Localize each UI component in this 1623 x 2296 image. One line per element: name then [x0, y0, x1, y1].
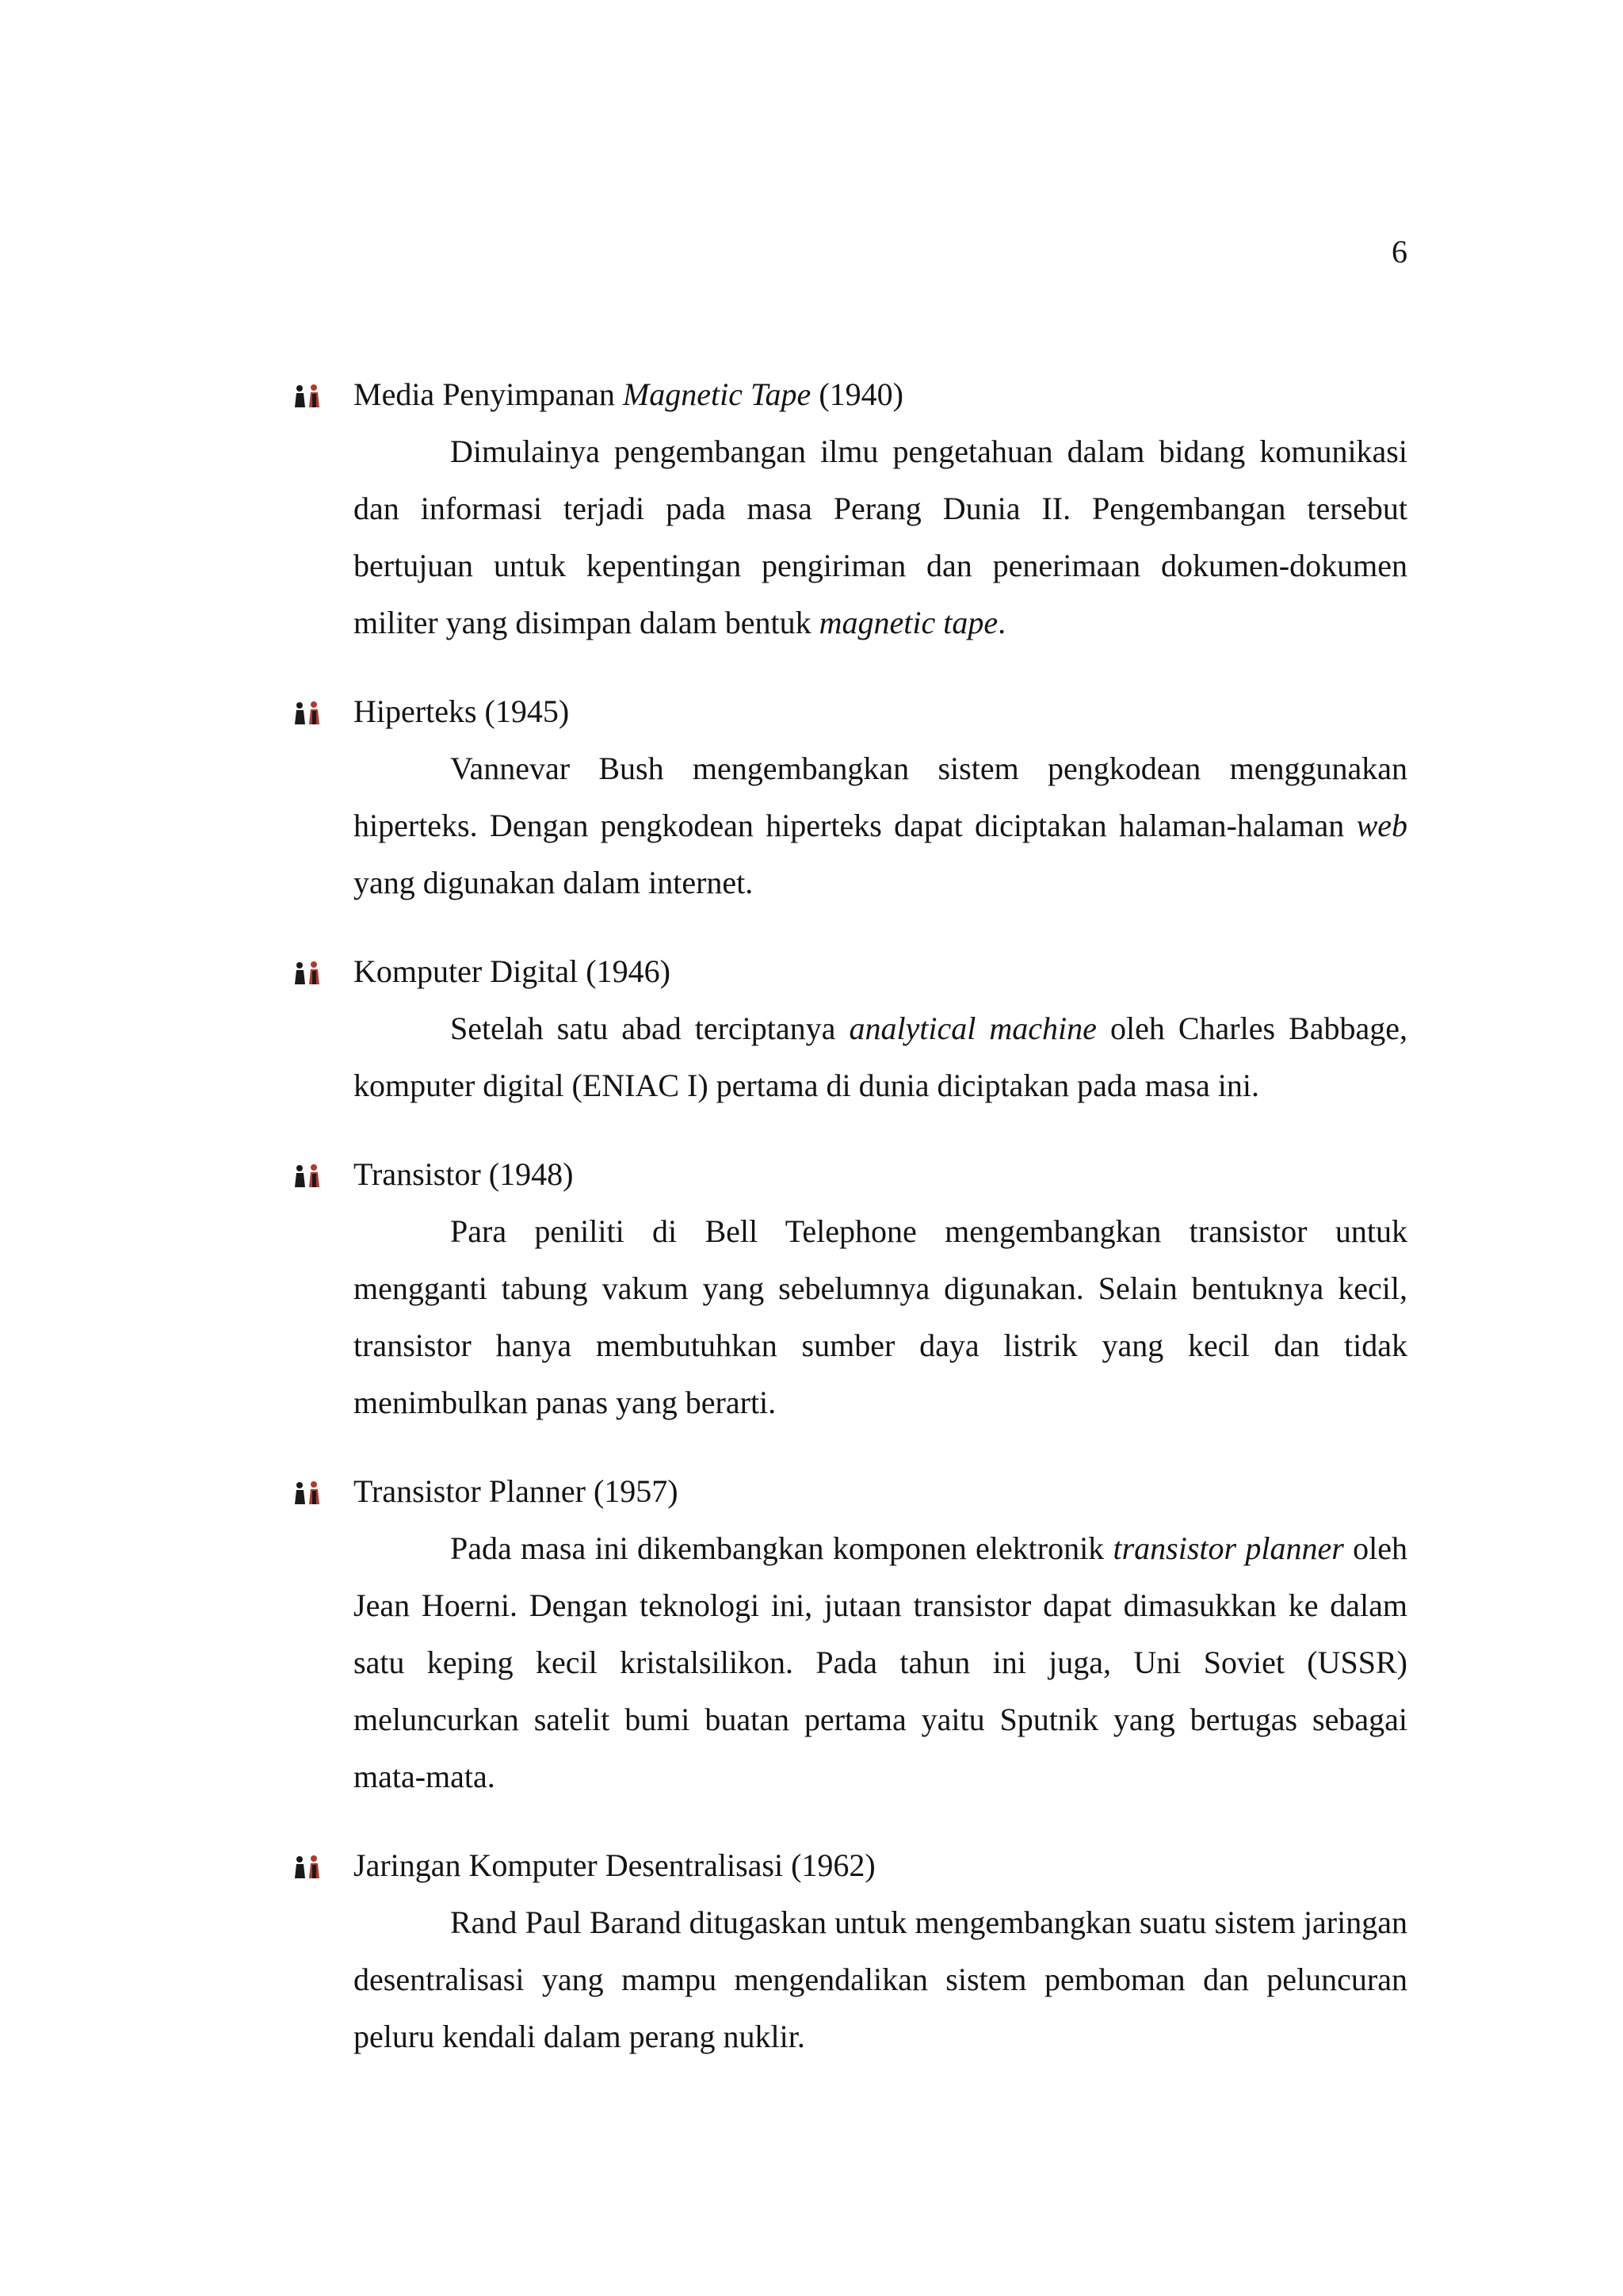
- people-bullet-icon: [293, 1480, 322, 1504]
- entry-title: Media Penyimpanan Magnetic Tape (1940): [353, 376, 903, 412]
- document-content: [353, 366, 1407, 2097]
- entry-magnetic-tape: [353, 366, 1407, 651]
- entry-body: Vannevar Bush mengembangkan sistem pengkodean menggunakan hiperteks. Dengan pengkodean hiperteks dapat diciptakan halaman-halaman web yang digunakan dalam internet.: [353, 751, 1407, 900]
- people-bullet-icon: [293, 1163, 322, 1187]
- people-bullet-icon: [293, 1855, 322, 1878]
- entry-title: Transistor (1948): [353, 1156, 574, 1192]
- entry-transistor: [353, 1146, 1407, 1431]
- entry-title: Komputer Digital (1946): [353, 953, 670, 989]
- entry-hiperteks: [353, 683, 1407, 911]
- entry-body: Pada masa ini dikembangkan komponen elektronik transistor planner oleh Jean Hoerni. Dengan teknologi ini, jutaan transistor dapat dimasukkan ke dalam satu keping kecil kristalsilikon. Pada tahun ini juga, Uni Soviet (USSR) meluncurkan satelit bumi buatan pertama yaitu Sputnik yang bertugas sebagai mata-mata.: [353, 1530, 1407, 1794]
- entry-body: Setelah satu abad terciptanya analytical machine oleh Charles Babbage, komputer digital (ENIAC I) pertama di dunia diciptakan pada masa ini.: [353, 1010, 1407, 1103]
- entry-title: Jaringan Komputer Desentralisasi (1962): [353, 1847, 876, 1883]
- entry-jaringan-komputer: [353, 1837, 1407, 2065]
- entry-komputer-digital: [353, 943, 1407, 1114]
- people-bullet-icon: [293, 961, 322, 984]
- entry-body: Dimulainya pengembangan ilmu pengetahuan dalam bidang komunikasi dan informasi terjadi pada masa Perang Dunia II. Pengembangan tersebut bertujuan untuk kepentingan pengiriman dan penerimaan dokumen-dokumen militer yang disimpan dalam bentuk magnetic tape.: [353, 434, 1407, 640]
- entry-title: Hiperteks (1945): [353, 693, 570, 729]
- people-bullet-icon: [293, 701, 322, 724]
- entry-body: Para peniliti di Bell Telephone mengembangkan transistor untuk mengganti tabung vakum yang sebelumnya digunakan. Selain bentuknya kecil, transistor hanya membutuhkan sumber daya listrik yang kecil dan tidak menimbulkan panas yang berarti.: [353, 1213, 1407, 1420]
- entry-title: Transistor Planner (1957): [353, 1473, 678, 1509]
- entry-transistor-planner: [353, 1463, 1407, 1805]
- people-bullet-icon: [293, 384, 322, 407]
- page-number: 6: [1392, 234, 1407, 269]
- entry-body: Rand Paul Barand ditugaskan untuk mengembangkan suatu sistem jaringan desentralisasi yang mampu mengendalikan sistem pemboman dan peluncuran peluru kendali dalam perang nuklir.: [353, 1904, 1407, 2054]
